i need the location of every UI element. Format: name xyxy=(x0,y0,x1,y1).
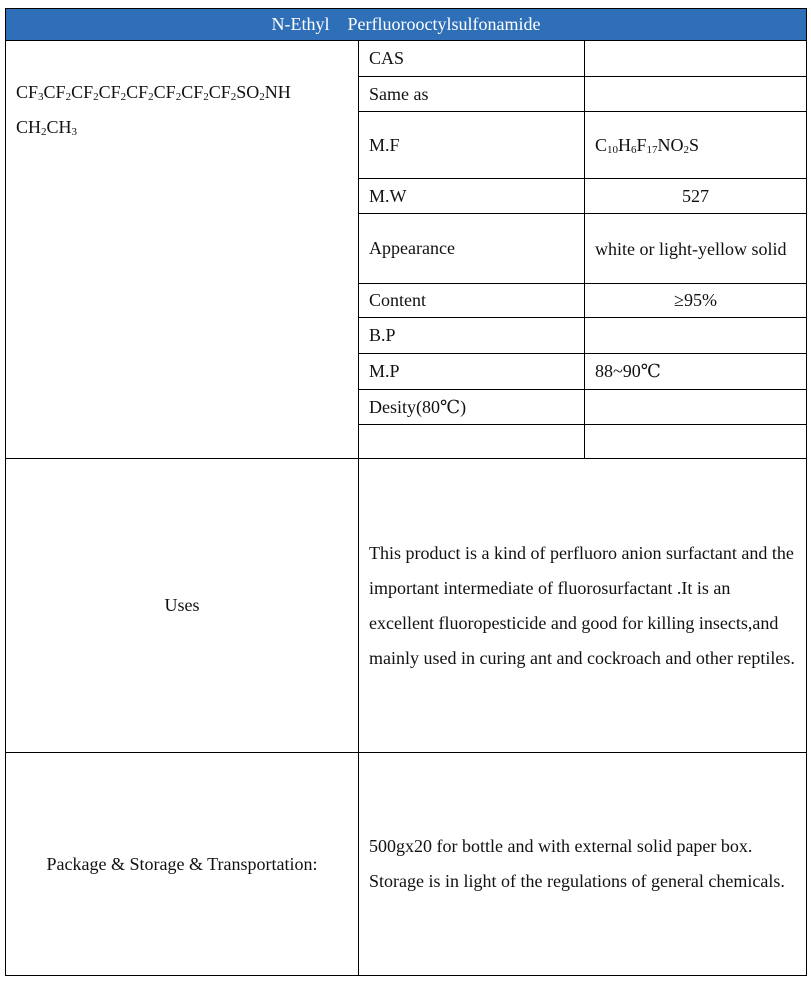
property-label: M.F xyxy=(359,112,585,179)
property-value: ≥95% xyxy=(585,284,807,318)
formula-subscript: 3 xyxy=(38,91,44,103)
structural-formula xyxy=(6,41,359,459)
formula-text: SO xyxy=(236,82,260,102)
property-label: CAS xyxy=(359,41,585,77)
title-text: N-Ethyl Perfluorooctylsulfonamide xyxy=(271,14,541,34)
formula-subscript: 2 xyxy=(683,143,690,156)
uses-text: This product is a kind of perfluoro anion surfactant and the important intermediate of fluorosurfactant .It is an excellent fluoropesticide and good for killing insects,and mainly used in curing ant and cockroach and other reptiles. xyxy=(359,459,807,753)
formula-subscript: 6 xyxy=(631,143,637,156)
formula-line-2 xyxy=(16,112,348,147)
formula-text: CF xyxy=(71,82,94,102)
formula-text: CF xyxy=(126,82,149,102)
formula-text: NH xyxy=(264,82,291,102)
formula-text: CF xyxy=(98,82,121,102)
formula-subscript: 2 xyxy=(65,91,72,103)
formula-subscript: 2 xyxy=(175,91,182,103)
formula-text: C xyxy=(595,134,608,155)
uses-label: Uses xyxy=(6,459,359,753)
table-title xyxy=(6,9,807,41)
formula-subscript: 2 xyxy=(120,91,127,103)
property-value: 88~90℃ xyxy=(585,354,807,390)
formula-text: CF xyxy=(153,82,176,102)
formula-text: CF xyxy=(208,82,231,102)
formula-text: H xyxy=(618,134,632,155)
formula-text: S xyxy=(689,134,700,155)
property-value xyxy=(585,77,807,112)
formula-subscript: 2 xyxy=(230,91,237,103)
formula-text: CF xyxy=(43,82,66,102)
property-value xyxy=(585,390,807,425)
formula-text: CH xyxy=(46,117,72,137)
formula-subscript: 10 xyxy=(607,143,619,156)
property-label: Appearance xyxy=(359,214,585,284)
formula-line-1 xyxy=(16,77,348,112)
property-value-molecular-formula xyxy=(585,112,807,179)
property-value: white or light-yellow solid xyxy=(585,214,807,284)
formula-subscript: 2 xyxy=(259,91,265,103)
formula-text: NO xyxy=(657,134,684,155)
property-value xyxy=(585,41,807,77)
package-label: Package & Storage & Transportation: xyxy=(6,753,359,976)
property-label: M.P xyxy=(359,354,585,390)
formula-text: CH xyxy=(16,117,42,137)
formula-subscript: 2 xyxy=(203,91,209,103)
formula-subscript: 2 xyxy=(93,91,99,103)
property-value xyxy=(585,318,807,354)
property-label: M.W xyxy=(359,179,585,214)
property-label xyxy=(359,425,585,459)
spec-table xyxy=(5,8,807,976)
formula-subscript: 3 xyxy=(71,126,78,138)
formula-text: CF xyxy=(16,82,39,102)
property-value: 527 xyxy=(585,179,807,214)
formula-text: F xyxy=(636,134,647,155)
property-label: B.P xyxy=(359,318,585,354)
formula-subscript: 2 xyxy=(148,91,154,103)
formula-subscript: 2 xyxy=(41,126,47,138)
property-label: Content xyxy=(359,284,585,318)
package-text: 500gx20 for bottle and with external solid paper box. Storage is in light of the regulations of general chemicals. xyxy=(359,753,807,976)
property-label: Desity(80℃) xyxy=(359,390,585,425)
formula-text: CF xyxy=(181,82,204,102)
property-label: Same as xyxy=(359,77,585,112)
property-value xyxy=(585,425,807,459)
formula-subscript: 17 xyxy=(646,143,658,156)
